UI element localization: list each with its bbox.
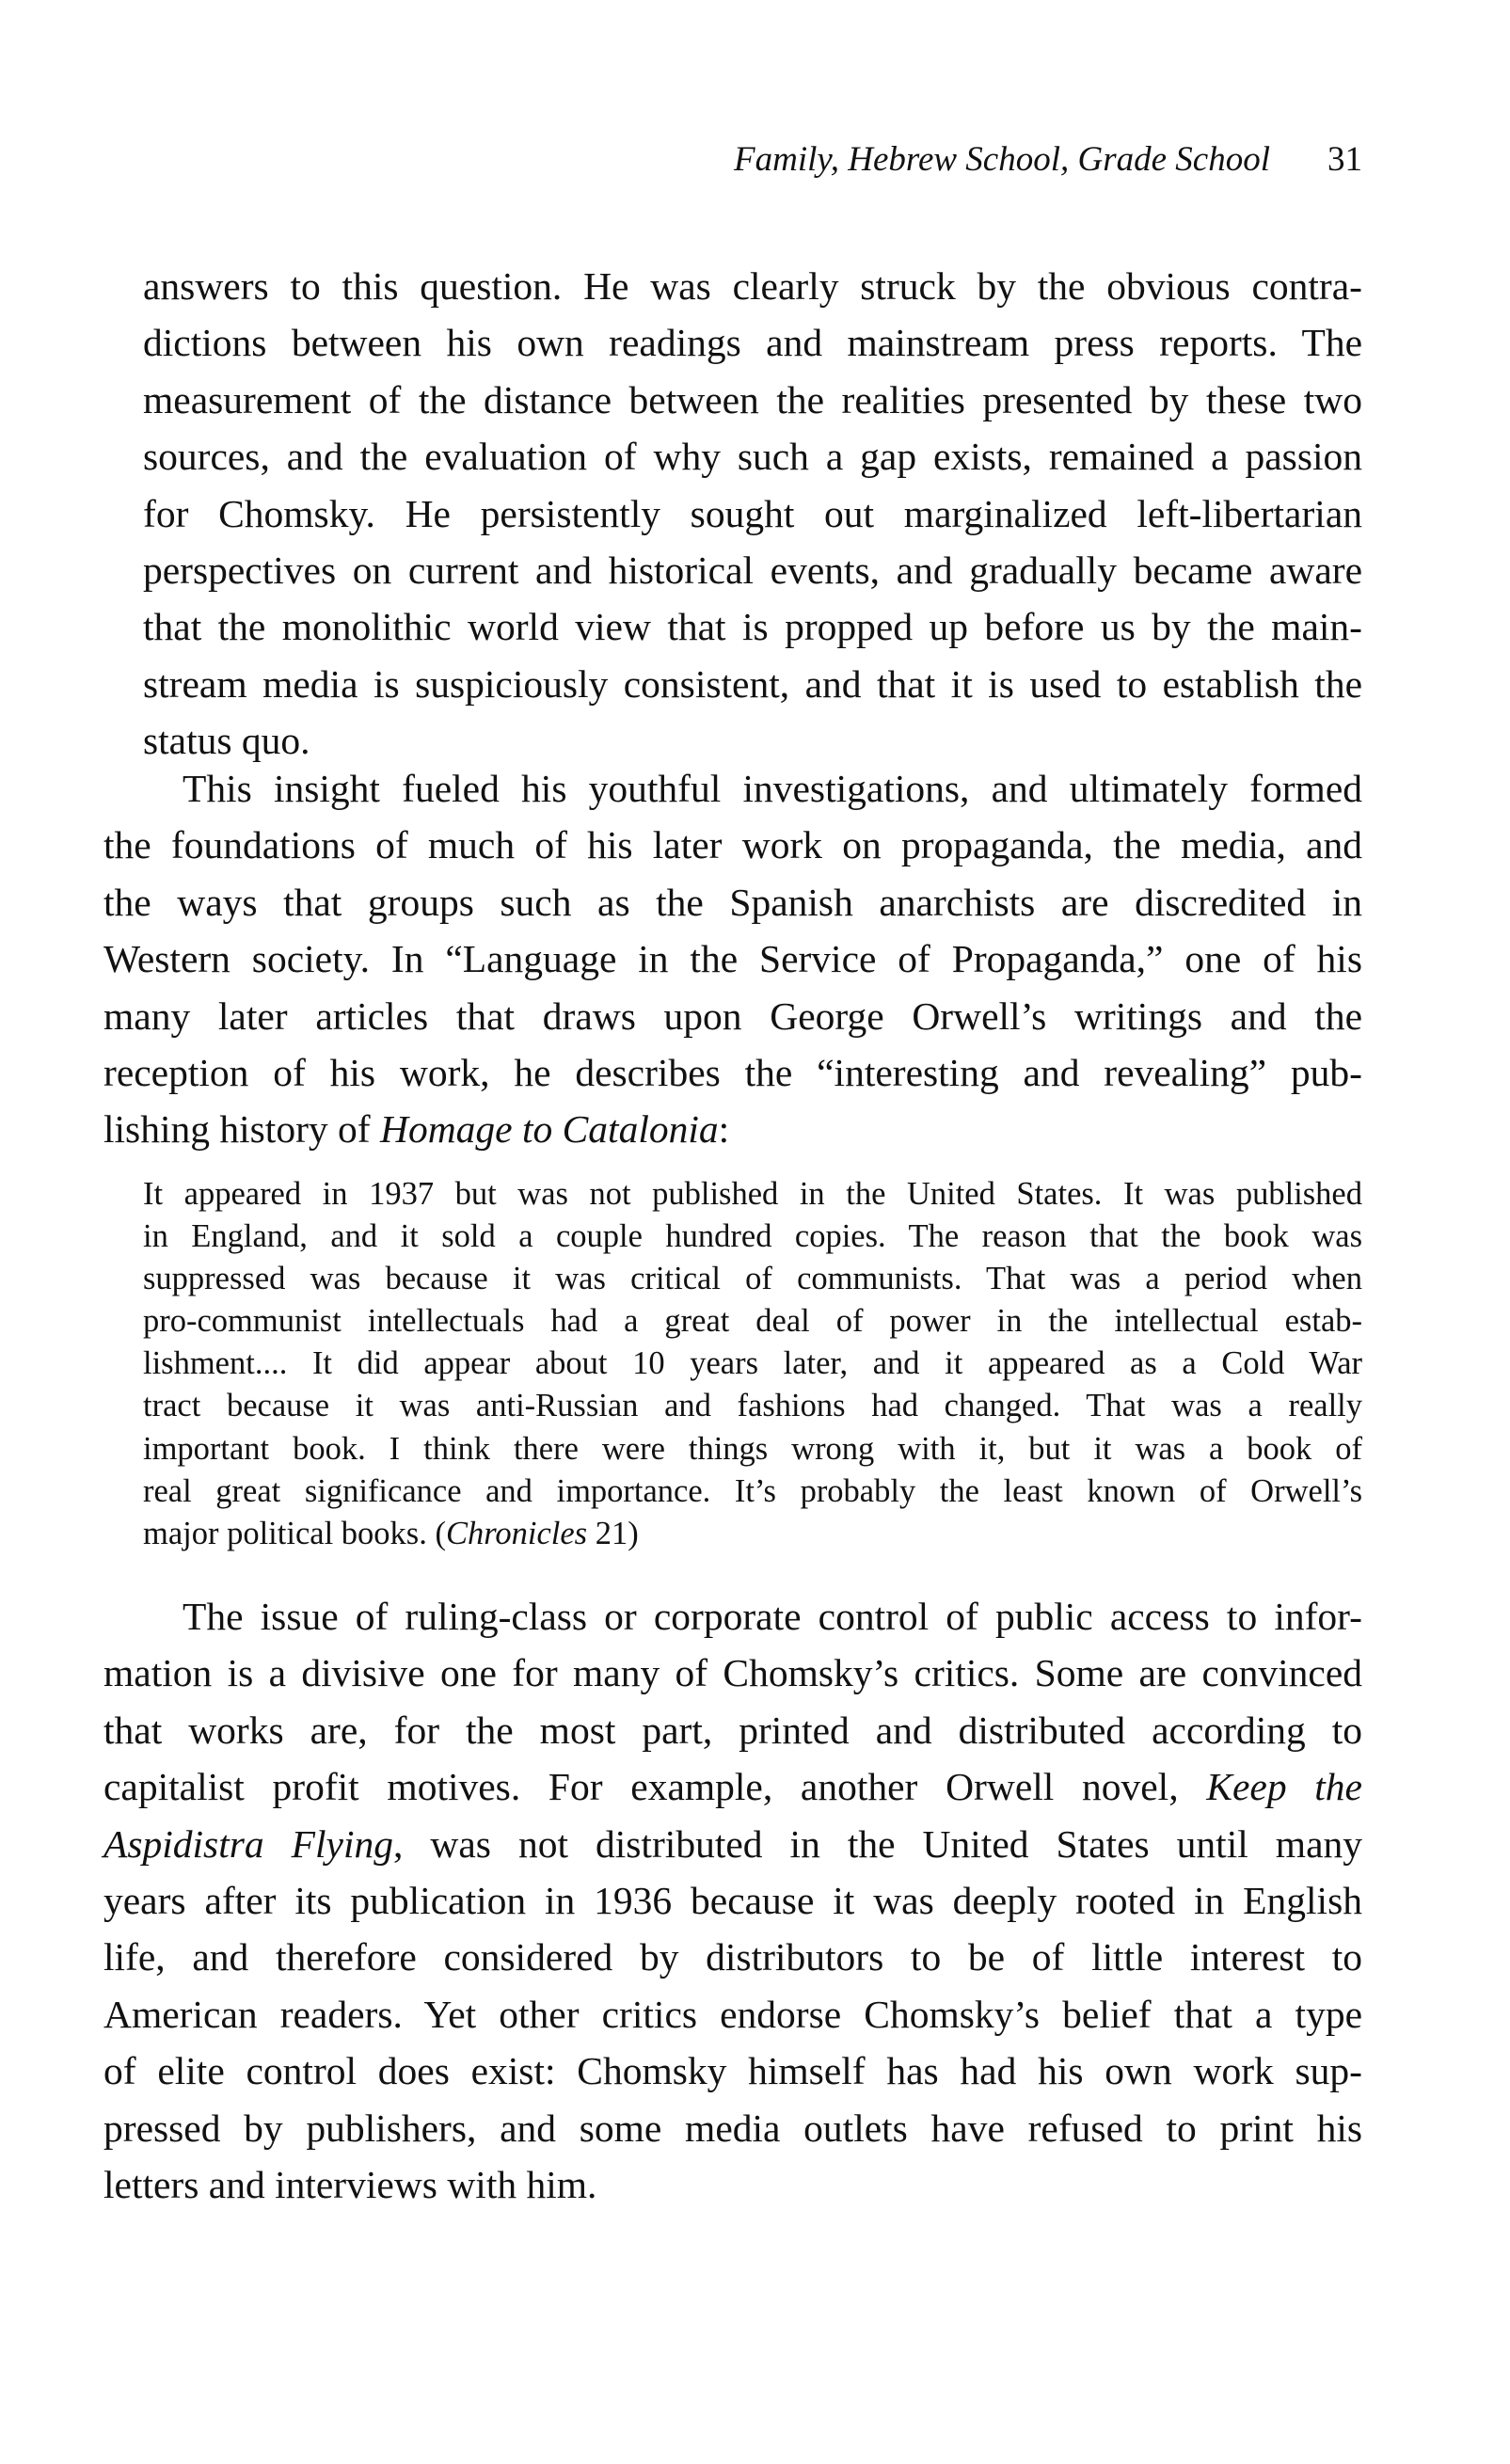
text-line: This insight fueled his youthful investigations, and ultimately formed [183, 767, 1362, 810]
text-line: measurement of the distance between the realities presented by these two [143, 377, 1362, 421]
text-line: that works are, for the most part, printed and distributed according to [103, 1708, 1362, 1752]
quote-line [143, 1513, 1362, 1555]
text-run: 21) [587, 1515, 639, 1551]
text-run: lishing history of [103, 1107, 380, 1152]
text-line: that the monolithic world view that is propped up before us by the main- [143, 605, 1362, 649]
text-run: : [718, 1107, 730, 1152]
quote-line: suppressed was because it was critical of communists. That was a period when [143, 1261, 1362, 1297]
text-run: major political books. ( [143, 1515, 446, 1551]
text-line: perspectives on current and historical events, and gradually became aware [143, 548, 1362, 593]
text-line: stream media is suspiciously consistent, and that it is used to establish the [143, 661, 1362, 706]
text-line: many later articles that draws upon George Orwell’s writings and the [103, 994, 1362, 1038]
text-run: capitalist profit motives. For example, another Orwell novel, [103, 1765, 1207, 1809]
quote-line: It appeared in 1937 but was not published in the United States. It was published [143, 1176, 1362, 1212]
running-head-title: Family, Hebrew School, Grade School [734, 140, 1270, 179]
book-title: Aspidistra Flying [103, 1821, 393, 1866]
text-line: dictions between his own readings and mainstream press reports. The [143, 321, 1362, 365]
text-line: pressed by publishers, and some media outlets have refused to print his [103, 2106, 1362, 2150]
text-line: reception of his work, he describes the “interesting and revealing” pub- [103, 1051, 1362, 1095]
book-title: Homage to Catalonia [379, 1107, 719, 1152]
text-line [103, 1101, 1362, 1157]
text-line: The issue of ruling-class or corporate control of public access to infor- [183, 1595, 1362, 1638]
quote-line: lishment.... It did appear about 10 years later, and it appeared as a Cold War [143, 1345, 1362, 1382]
block-quote [143, 1173, 1362, 1555]
quote-line: pro-communist intellectuals had a great deal of power in the intellectual estab- [143, 1303, 1362, 1340]
text-line [103, 1816, 1362, 1872]
book-title: Keep the [1206, 1765, 1362, 1809]
text-line: for Chomsky. He persistently sought out marginalized left-libertarian [143, 491, 1362, 535]
paragraph-continuation [143, 258, 1362, 770]
text-line: the foundations of much of his later work on propaganda, the media, and [103, 823, 1362, 867]
text-line: Western society. In “Language in the Service of Propaganda,” one of his [103, 937, 1362, 981]
text-line: sources, and the evaluation of why such a gap exists, remained a passion [143, 435, 1362, 479]
text-line: the ways that groups such as the Spanish anarchists are discredited in [103, 880, 1362, 924]
page-number: 31 [1327, 140, 1362, 179]
quote-line: important book. I think there were things wrong with it, but it was a book of [143, 1430, 1362, 1467]
text-line: American readers. Yet other critics endorse Chomsky’s belief that a type [103, 1992, 1362, 2036]
text-line: life, and therefore considered by distributors to be of little interest to [103, 1935, 1362, 1979]
text-line: letters and interviews with him. [103, 2163, 597, 2207]
paragraph-elite-control [103, 1588, 1362, 2213]
quote-line: real great significance and importance. It’s probably the least known of Orwell’s [143, 1472, 1362, 1509]
text-line [103, 1758, 1362, 1815]
running-head [143, 134, 1362, 186]
text-run: , was not distributed in the United States until many [393, 1821, 1362, 1866]
quote-line: tract because it was anti-Russian and fashions had changed. That was a really [143, 1388, 1362, 1424]
text-line: mation is a divisive one for many of Chomsky’s critics. Some are convinced [103, 1651, 1362, 1695]
text-line: answers to this question. He was clearly struck by the obvious contra- [143, 264, 1362, 308]
text-line: of elite control does exist: Chomsky himself has had his own work sup- [103, 2049, 1362, 2093]
paragraph-insight [103, 760, 1362, 1158]
citation-title: Chronicles [445, 1515, 588, 1551]
text-line: years after its publication in 1936 because it was deeply rooted in English [103, 1879, 1362, 1923]
quote-line: in England, and it sold a couple hundred copies. The reason that the book was [143, 1218, 1362, 1255]
text-line: status quo. [143, 719, 310, 763]
